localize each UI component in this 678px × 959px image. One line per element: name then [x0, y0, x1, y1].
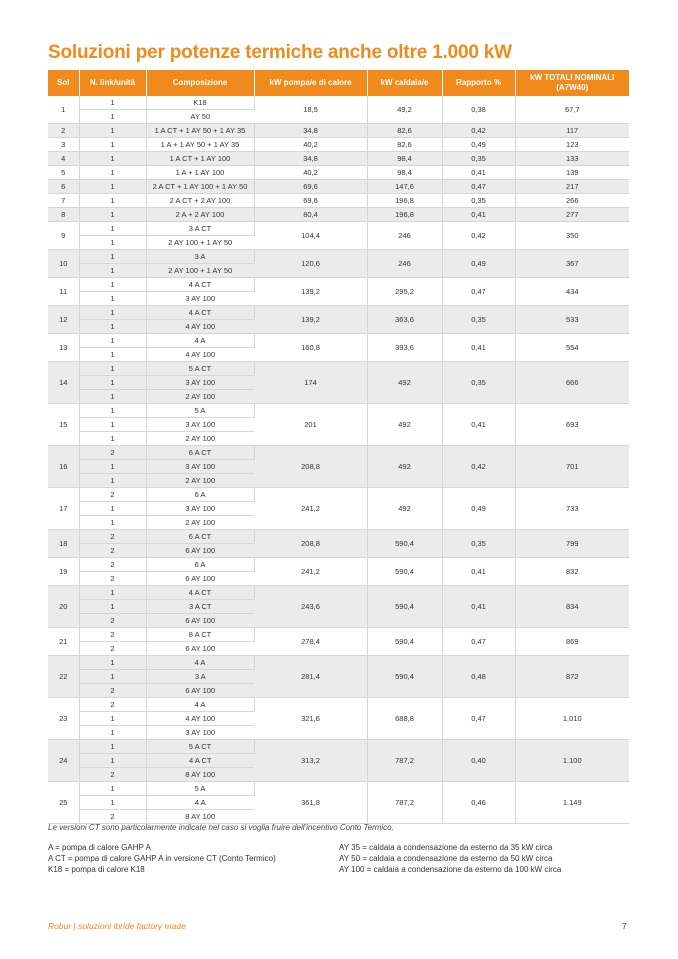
cell-composizione: 6 AY 100	[146, 684, 254, 698]
legend-item: A = pompa di calore GAHP A	[48, 843, 151, 852]
cell-sol: 6	[48, 180, 79, 194]
cell-kw-totali: 832	[515, 558, 629, 586]
cell-n-link: 1	[79, 586, 146, 600]
table-row	[48, 628, 629, 642]
cell-rapporto: 0,49	[442, 138, 515, 152]
cell-kw-totali: 139	[515, 166, 629, 180]
cell-sol: 19	[48, 558, 79, 586]
cell-n-link: 2	[79, 544, 146, 558]
cell-composizione: 2 A CT + 2 AY 100	[146, 194, 254, 208]
legend-item: K18 = pompa di calore K18	[48, 865, 145, 874]
cell-n-link: 1	[79, 418, 146, 432]
header-rapporto: Rapporto %	[442, 70, 515, 96]
cell-composizione: 1 A + 1 AY 100	[146, 166, 254, 180]
cell-composizione: 4 A	[146, 698, 254, 712]
cell-kw-caldaia: 688,8	[367, 698, 442, 740]
cell-kw-caldaia: 590,4	[367, 558, 442, 586]
cell-kw-totali: 434	[515, 278, 629, 306]
table-row	[48, 586, 629, 600]
cell-composizione: 3 AY 100	[146, 726, 254, 740]
cell-kw-caldaia: 590,4	[367, 656, 442, 698]
cell-rapporto: 0,35	[442, 194, 515, 208]
cell-composizione: 5 A CT	[146, 362, 254, 376]
legend-item: AY 100 = caldaia a condensazione da esterno da 100 kW circa	[339, 865, 562, 874]
cell-kw-pompa: 40,2	[254, 166, 367, 180]
cell-n-link: 1	[79, 376, 146, 390]
cell-sol: 20	[48, 586, 79, 628]
cell-sol: 2	[48, 124, 79, 138]
cell-rapporto: 0,35	[442, 362, 515, 404]
cell-n-link: 1	[79, 96, 146, 110]
cell-kw-pompa: 241,2	[254, 488, 367, 530]
table-row	[48, 362, 629, 376]
cell-sol: 15	[48, 404, 79, 446]
cell-n-link: 1	[79, 264, 146, 278]
table-row	[48, 656, 629, 670]
cell-kw-pompa: 139,2	[254, 278, 367, 306]
cell-composizione: 8 A CT	[146, 628, 254, 642]
table-row	[48, 166, 629, 180]
cell-composizione: 6 A CT	[146, 446, 254, 460]
cell-sol: 18	[48, 530, 79, 558]
cell-rapporto: 0,49	[442, 488, 515, 530]
cell-sol: 16	[48, 446, 79, 488]
cell-kw-caldaia: 590,4	[367, 628, 442, 656]
cell-composizione: 4 AY 100	[146, 348, 254, 362]
cell-kw-totali: 554	[515, 334, 629, 362]
cell-composizione: 6 A CT	[146, 530, 254, 544]
cell-n-link: 1	[79, 348, 146, 362]
cell-n-link: 1	[79, 460, 146, 474]
table-row	[48, 152, 629, 166]
cell-composizione: 4 AY 100	[146, 320, 254, 334]
cell-sol: 21	[48, 628, 79, 656]
cell-rapporto: 0,41	[442, 334, 515, 362]
cell-composizione: 2 A + 2 AY 100	[146, 208, 254, 222]
cell-rapporto: 0,42	[442, 124, 515, 138]
cell-composizione: 5 A	[146, 404, 254, 418]
cell-composizione: 3 A	[146, 670, 254, 684]
cell-n-link: 1	[79, 250, 146, 264]
cell-kw-totali: 123	[515, 138, 629, 152]
cell-sol: 22	[48, 656, 79, 698]
cell-rapporto: 0,46	[442, 782, 515, 824]
cell-composizione: 3 A	[146, 250, 254, 264]
cell-kw-pompa: 160,8	[254, 334, 367, 362]
cell-sol: 4	[48, 152, 79, 166]
cell-kw-totali: 666	[515, 362, 629, 404]
cell-kw-caldaia: 196,8	[367, 208, 442, 222]
cell-kw-caldaia: 82,6	[367, 124, 442, 138]
cell-kw-totali: 367	[515, 250, 629, 278]
cell-n-link: 2	[79, 446, 146, 460]
cell-n-link: 1	[79, 600, 146, 614]
cell-sol: 24	[48, 740, 79, 782]
cell-composizione: 6 AY 100	[146, 544, 254, 558]
table-row	[48, 740, 629, 754]
cell-kw-pompa: 69,6	[254, 194, 367, 208]
cell-composizione: 3 AY 100	[146, 460, 254, 474]
cell-rapporto: 0,38	[442, 96, 515, 124]
cell-n-link: 1	[79, 656, 146, 670]
cell-kw-totali: 1.100	[515, 740, 629, 782]
cell-n-link: 2	[79, 642, 146, 656]
cell-composizione: 6 AY 100	[146, 614, 254, 628]
cell-sol: 7	[48, 194, 79, 208]
table-row	[48, 334, 629, 348]
header-composizione: Composizione	[146, 70, 254, 96]
cell-n-link: 1	[79, 334, 146, 348]
table-row	[48, 138, 629, 152]
cell-kw-pompa: 34,8	[254, 152, 367, 166]
cell-composizione: 4 A CT	[146, 586, 254, 600]
cell-composizione: 4 A CT	[146, 278, 254, 292]
header-kw-caldaia: kW caldaia/e	[367, 70, 442, 96]
cell-n-link: 1	[79, 432, 146, 446]
cell-kw-caldaia: 98,4	[367, 152, 442, 166]
cell-composizione: 3 A CT	[146, 600, 254, 614]
cell-n-link: 1	[79, 124, 146, 138]
cell-sol: 17	[48, 488, 79, 530]
cell-composizione: 4 A	[146, 334, 254, 348]
cell-n-link: 1	[79, 208, 146, 222]
cell-n-link: 1	[79, 278, 146, 292]
cell-kw-pompa: 201	[254, 404, 367, 446]
cell-n-link: 1	[79, 502, 146, 516]
cell-composizione: 3 AY 100	[146, 418, 254, 432]
cell-kw-pompa: 321,6	[254, 698, 367, 740]
cell-kw-pompa: 40,2	[254, 138, 367, 152]
cell-kw-caldaia: 492	[367, 362, 442, 404]
cell-rapporto: 0,40	[442, 740, 515, 782]
legend-item: AY 35 = caldaia a condensazione da esterno da 35 kW circa	[339, 843, 553, 852]
cell-kw-caldaia: 82,6	[367, 138, 442, 152]
cell-kw-totali: 872	[515, 656, 629, 698]
cell-kw-pompa: 80,4	[254, 208, 367, 222]
cell-rapporto: 0,41	[442, 558, 515, 586]
cell-composizione: 8 AY 100	[146, 810, 254, 824]
cell-sol: 8	[48, 208, 79, 222]
cell-kw-pompa: 361,8	[254, 782, 367, 824]
cell-kw-caldaia: 787,2	[367, 782, 442, 824]
cell-n-link: 1	[79, 712, 146, 726]
cell-rapporto: 0,47	[442, 278, 515, 306]
cell-composizione: 2 A CT + 1 AY 100 + 1 AY 50	[146, 180, 254, 194]
cell-kw-caldaia: 393,6	[367, 334, 442, 362]
cell-kw-totali: 834	[515, 586, 629, 628]
cell-rapporto: 0,47	[442, 628, 515, 656]
cell-n-link: 2	[79, 698, 146, 712]
cell-kw-caldaia: 590,4	[367, 586, 442, 628]
cell-sol: 13	[48, 334, 79, 362]
legend-right	[339, 842, 561, 875]
cell-composizione: 2 AY 100	[146, 432, 254, 446]
cell-rapporto: 0,49	[442, 250, 515, 278]
cell-composizione: 5 A CT	[146, 740, 254, 754]
cell-sol: 1	[48, 96, 79, 124]
cell-kw-totali: 1.010	[515, 698, 629, 740]
table-row	[48, 250, 629, 264]
cell-kw-caldaia: 147,6	[367, 180, 442, 194]
cell-rapporto: 0,42	[442, 446, 515, 488]
cell-rapporto: 0,35	[442, 306, 515, 334]
cell-kw-pompa: 278,4	[254, 628, 367, 656]
table-row	[48, 208, 629, 222]
cell-kw-caldaia: 787,2	[367, 740, 442, 782]
cell-kw-pompa: 18,5	[254, 96, 367, 124]
cell-kw-totali: 701	[515, 446, 629, 488]
table-row	[48, 698, 629, 712]
cell-composizione: 3 A CT	[146, 222, 254, 236]
cell-kw-totali: 693	[515, 404, 629, 446]
cell-kw-caldaia: 492	[367, 404, 442, 446]
cell-composizione: 2 AY 100	[146, 516, 254, 530]
cell-composizione: 3 AY 100	[146, 376, 254, 390]
cell-n-link: 2	[79, 810, 146, 824]
cell-composizione: 6 AY 100	[146, 572, 254, 586]
cell-kw-totali: 266	[515, 194, 629, 208]
legend-left	[48, 842, 276, 875]
table-row	[48, 278, 629, 292]
cell-composizione: 4 A	[146, 796, 254, 810]
cell-n-link: 2	[79, 530, 146, 544]
cell-composizione: 8 AY 100	[146, 768, 254, 782]
table-row	[48, 194, 629, 208]
page-title: Soluzioni per potenze termiche anche oltre 1.000 kW	[48, 42, 512, 63]
cell-n-link: 1	[79, 306, 146, 320]
cell-n-link: 1	[79, 222, 146, 236]
cell-sol: 10	[48, 250, 79, 278]
cell-composizione: AY 50	[146, 110, 254, 124]
cell-n-link: 1	[79, 726, 146, 740]
table-row	[48, 446, 629, 460]
cell-composizione: K18	[146, 96, 254, 110]
legend-item: AY 50 = caldaia a condensazione da esterno da 50 kW circa	[339, 854, 553, 863]
table-row	[48, 404, 629, 418]
cell-n-link: 1	[79, 362, 146, 376]
cell-n-link: 2	[79, 558, 146, 572]
cell-n-link: 1	[79, 516, 146, 530]
cell-kw-pompa: 241,2	[254, 558, 367, 586]
cell-composizione: 6 A	[146, 558, 254, 572]
cell-sol: 12	[48, 306, 79, 334]
cell-kw-totali: 733	[515, 488, 629, 530]
cell-n-link: 1	[79, 166, 146, 180]
cell-composizione: 6 AY 100	[146, 642, 254, 656]
table-body	[48, 96, 629, 824]
table-row	[48, 782, 629, 796]
solutions-table	[48, 70, 629, 824]
cell-rapporto: 0,47	[442, 180, 515, 194]
cell-n-link: 1	[79, 194, 146, 208]
cell-kw-caldaia: 590,4	[367, 530, 442, 558]
cell-n-link: 1	[79, 670, 146, 684]
cell-n-link: 2	[79, 572, 146, 586]
table-row	[48, 96, 629, 110]
header-n-link: N. link/unità	[79, 70, 146, 96]
cell-kw-caldaia: 295,2	[367, 278, 442, 306]
cell-kw-totali: 350	[515, 222, 629, 250]
cell-kw-caldaia: 492	[367, 446, 442, 488]
cell-rapporto: 0,42	[442, 222, 515, 250]
header-kw-pompa: kW pompa/e di calore	[254, 70, 367, 96]
cell-n-link: 1	[79, 782, 146, 796]
cell-sol: 23	[48, 698, 79, 740]
cell-sol: 25	[48, 782, 79, 824]
legend-item: A CT = pompa di calore GAHP A in versione CT (Conto Termico)	[48, 854, 276, 863]
cell-n-link: 2	[79, 488, 146, 502]
cell-n-link: 1	[79, 390, 146, 404]
cell-n-link: 1	[79, 292, 146, 306]
cell-n-link: 1	[79, 152, 146, 166]
cell-composizione: 1 A CT + 1 AY 50 + 1 AY 35	[146, 124, 254, 138]
cell-n-link: 1	[79, 320, 146, 334]
table-row	[48, 488, 629, 502]
cell-rapporto: 0,35	[442, 152, 515, 166]
table-row	[48, 222, 629, 236]
cell-composizione: 4 A CT	[146, 754, 254, 768]
cell-kw-pompa: 69,6	[254, 180, 367, 194]
table-row	[48, 124, 629, 138]
cell-composizione: 1 A CT + 1 AY 100	[146, 152, 254, 166]
cell-n-link: 1	[79, 180, 146, 194]
cell-composizione: 4 A CT	[146, 306, 254, 320]
cell-kw-totali: 217	[515, 180, 629, 194]
cell-kw-caldaia: 49,2	[367, 96, 442, 124]
cell-kw-caldaia: 246	[367, 222, 442, 250]
footer-brand: Robur | soluzioni ibride factory made	[48, 921, 186, 931]
cell-sol: 14	[48, 362, 79, 404]
table-row	[48, 306, 629, 320]
cell-kw-pompa: 104,4	[254, 222, 367, 250]
cell-n-link: 2	[79, 614, 146, 628]
header-kw-totali: kW TOTALI NOMINALI (A7W40)	[515, 70, 629, 96]
cell-n-link: 1	[79, 474, 146, 488]
cell-composizione: 4 AY 100	[146, 712, 254, 726]
cell-composizione: 6 A	[146, 488, 254, 502]
table-row	[48, 530, 629, 544]
cell-kw-totali: 117	[515, 124, 629, 138]
ct-note: Le versioni CT sono particolarmente indicate nel caso si voglia fruire dell'incentivo Conto Termico.	[48, 823, 394, 832]
cell-kw-totali: 133	[515, 152, 629, 166]
cell-n-link: 1	[79, 796, 146, 810]
cell-kw-totali: 67,7	[515, 96, 629, 124]
cell-sol: 3	[48, 138, 79, 152]
table-row	[48, 180, 629, 194]
cell-kw-pompa: 208,8	[254, 530, 367, 558]
cell-kw-pompa: 34,8	[254, 124, 367, 138]
cell-rapporto: 0,48	[442, 656, 515, 698]
cell-n-link: 2	[79, 628, 146, 642]
cell-composizione: 2 AY 100 + 1 AY 50	[146, 236, 254, 250]
cell-rapporto: 0,41	[442, 166, 515, 180]
cell-kw-pompa: 243,6	[254, 586, 367, 628]
cell-kw-pompa: 313,2	[254, 740, 367, 782]
cell-rapporto: 0,35	[442, 530, 515, 558]
cell-composizione: 2 AY 100	[146, 474, 254, 488]
cell-kw-pompa: 139,2	[254, 306, 367, 334]
cell-composizione: 3 AY 100	[146, 292, 254, 306]
cell-kw-pompa: 281,4	[254, 656, 367, 698]
cell-n-link: 1	[79, 754, 146, 768]
cell-composizione: 3 AY 100	[146, 502, 254, 516]
cell-kw-totali: 1.149	[515, 782, 629, 824]
cell-kw-totali: 533	[515, 306, 629, 334]
cell-n-link: 2	[79, 684, 146, 698]
cell-n-link: 1	[79, 404, 146, 418]
cell-kw-pompa: 174	[254, 362, 367, 404]
cell-composizione: 1 A + 1 AY 50 + 1 AY 35	[146, 138, 254, 152]
cell-n-link: 2	[79, 768, 146, 782]
table-header-row	[48, 70, 629, 96]
cell-kw-caldaia: 246	[367, 250, 442, 278]
cell-kw-totali: 869	[515, 628, 629, 656]
cell-sol: 9	[48, 222, 79, 250]
cell-kw-caldaia: 492	[367, 488, 442, 530]
cell-n-link: 1	[79, 110, 146, 124]
cell-sol: 5	[48, 166, 79, 180]
table-row	[48, 558, 629, 572]
cell-kw-caldaia: 363,6	[367, 306, 442, 334]
cell-composizione: 5 A	[146, 782, 254, 796]
cell-kw-totali: 277	[515, 208, 629, 222]
cell-composizione: 4 A	[146, 656, 254, 670]
cell-rapporto: 0,41	[442, 586, 515, 628]
header-sol: Sol	[48, 70, 79, 96]
page-number: 7	[622, 921, 627, 931]
cell-n-link: 1	[79, 740, 146, 754]
cell-sol: 11	[48, 278, 79, 306]
cell-n-link: 1	[79, 138, 146, 152]
cell-composizione: 2 AY 100	[146, 390, 254, 404]
cell-kw-pompa: 120,6	[254, 250, 367, 278]
cell-kw-caldaia: 196,8	[367, 194, 442, 208]
cell-rapporto: 0,41	[442, 208, 515, 222]
cell-n-link: 1	[79, 236, 146, 250]
cell-rapporto: 0,41	[442, 404, 515, 446]
cell-rapporto: 0,47	[442, 698, 515, 740]
cell-kw-caldaia: 98,4	[367, 166, 442, 180]
cell-kw-totali: 799	[515, 530, 629, 558]
cell-kw-pompa: 208,8	[254, 446, 367, 488]
cell-composizione: 2 AY 100 + 1 AY 50	[146, 264, 254, 278]
